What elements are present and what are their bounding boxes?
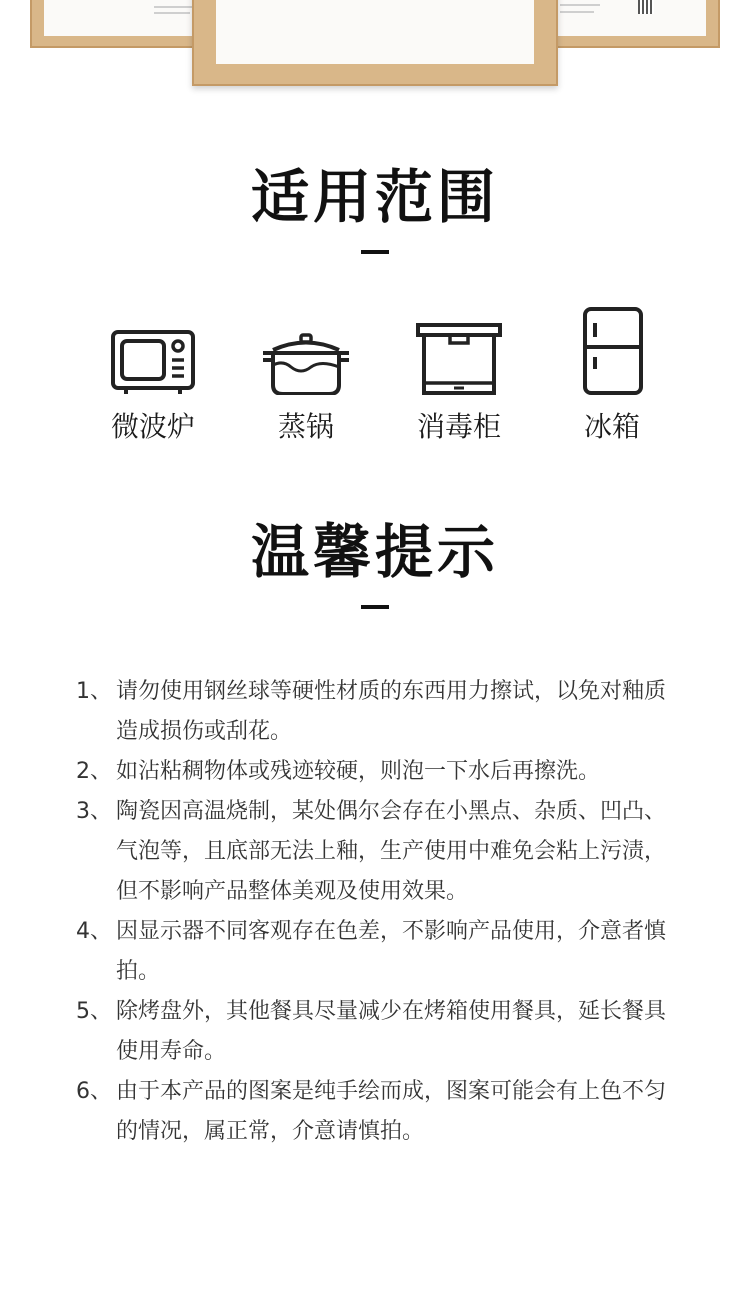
scope-item-label: 消毒柜 <box>416 410 501 443</box>
tip-number: 3、 <box>76 799 112 824</box>
frame-left <box>30 0 215 48</box>
tips-title-dash <box>361 605 389 609</box>
scope-title-dash <box>361 250 389 254</box>
steamer-pot-icon <box>261 305 351 395</box>
scope-item-label: 微波炉 <box>110 410 195 443</box>
microwave-icon <box>108 305 198 395</box>
tip-number: 5、 <box>76 999 112 1024</box>
tip-text: 请勿使用钢丝球等硬性材质的东西用力擦试，以免对釉质造成损伤或刮花。 <box>116 679 667 744</box>
product-frames-photo <box>0 0 750 90</box>
scope-icons <box>0 305 750 455</box>
tip-number: 6、 <box>76 1079 112 1104</box>
tip-text: 由于本产品的图案是纯手绘而成，图案可能会有上色不匀的情况，属正常，介意请慎拍。 <box>116 1079 667 1144</box>
scope-item-refrigerator <box>537 305 687 445</box>
tip-number: 1、 <box>76 679 112 704</box>
tip-text: 陶瓷因高温烧制，某处偶尔会存在小黑点、杂质、凹凸、气泡等，且底部无法上釉，生产使用中难免会粘上污渍，但不影响产品整体美观及使用效果。 <box>116 799 667 904</box>
tip-item <box>76 792 676 912</box>
tip-item <box>76 672 676 752</box>
scope-item-label: 蒸锅 <box>277 410 334 443</box>
tips-list <box>76 672 676 1152</box>
tip-item <box>76 992 676 1072</box>
tip-text: 因显示器不同客观存在色差，不影响产品使用，介意者慎拍。 <box>116 919 667 984</box>
tip-number: 2、 <box>76 759 112 784</box>
tips-title: 温馨提示 <box>250 518 499 586</box>
scope-item-label: 冰箱 <box>583 410 640 443</box>
tip-item <box>76 912 676 992</box>
tip-item <box>76 752 676 792</box>
scope-item-steamer <box>231 305 381 445</box>
tip-text: 如沾粘稠物体或残迹较硬，则泡一下水后再擦洗。 <box>116 759 601 784</box>
refrigerator-icon <box>567 305 657 395</box>
tip-number: 4、 <box>76 919 112 944</box>
frame-center <box>192 0 558 86</box>
scope-item-disinfection-cabinet <box>384 305 534 445</box>
tip-item <box>76 1072 676 1152</box>
tip-text: 除烤盘外，其他餐具尽量减少在烤箱使用餐具，延长餐具使用寿命。 <box>116 999 667 1064</box>
scope-title: 适用范围 <box>250 163 499 231</box>
disinfection-cabinet-icon <box>414 305 504 395</box>
frame-right <box>540 0 720 48</box>
scope-item-microwave <box>78 305 228 445</box>
